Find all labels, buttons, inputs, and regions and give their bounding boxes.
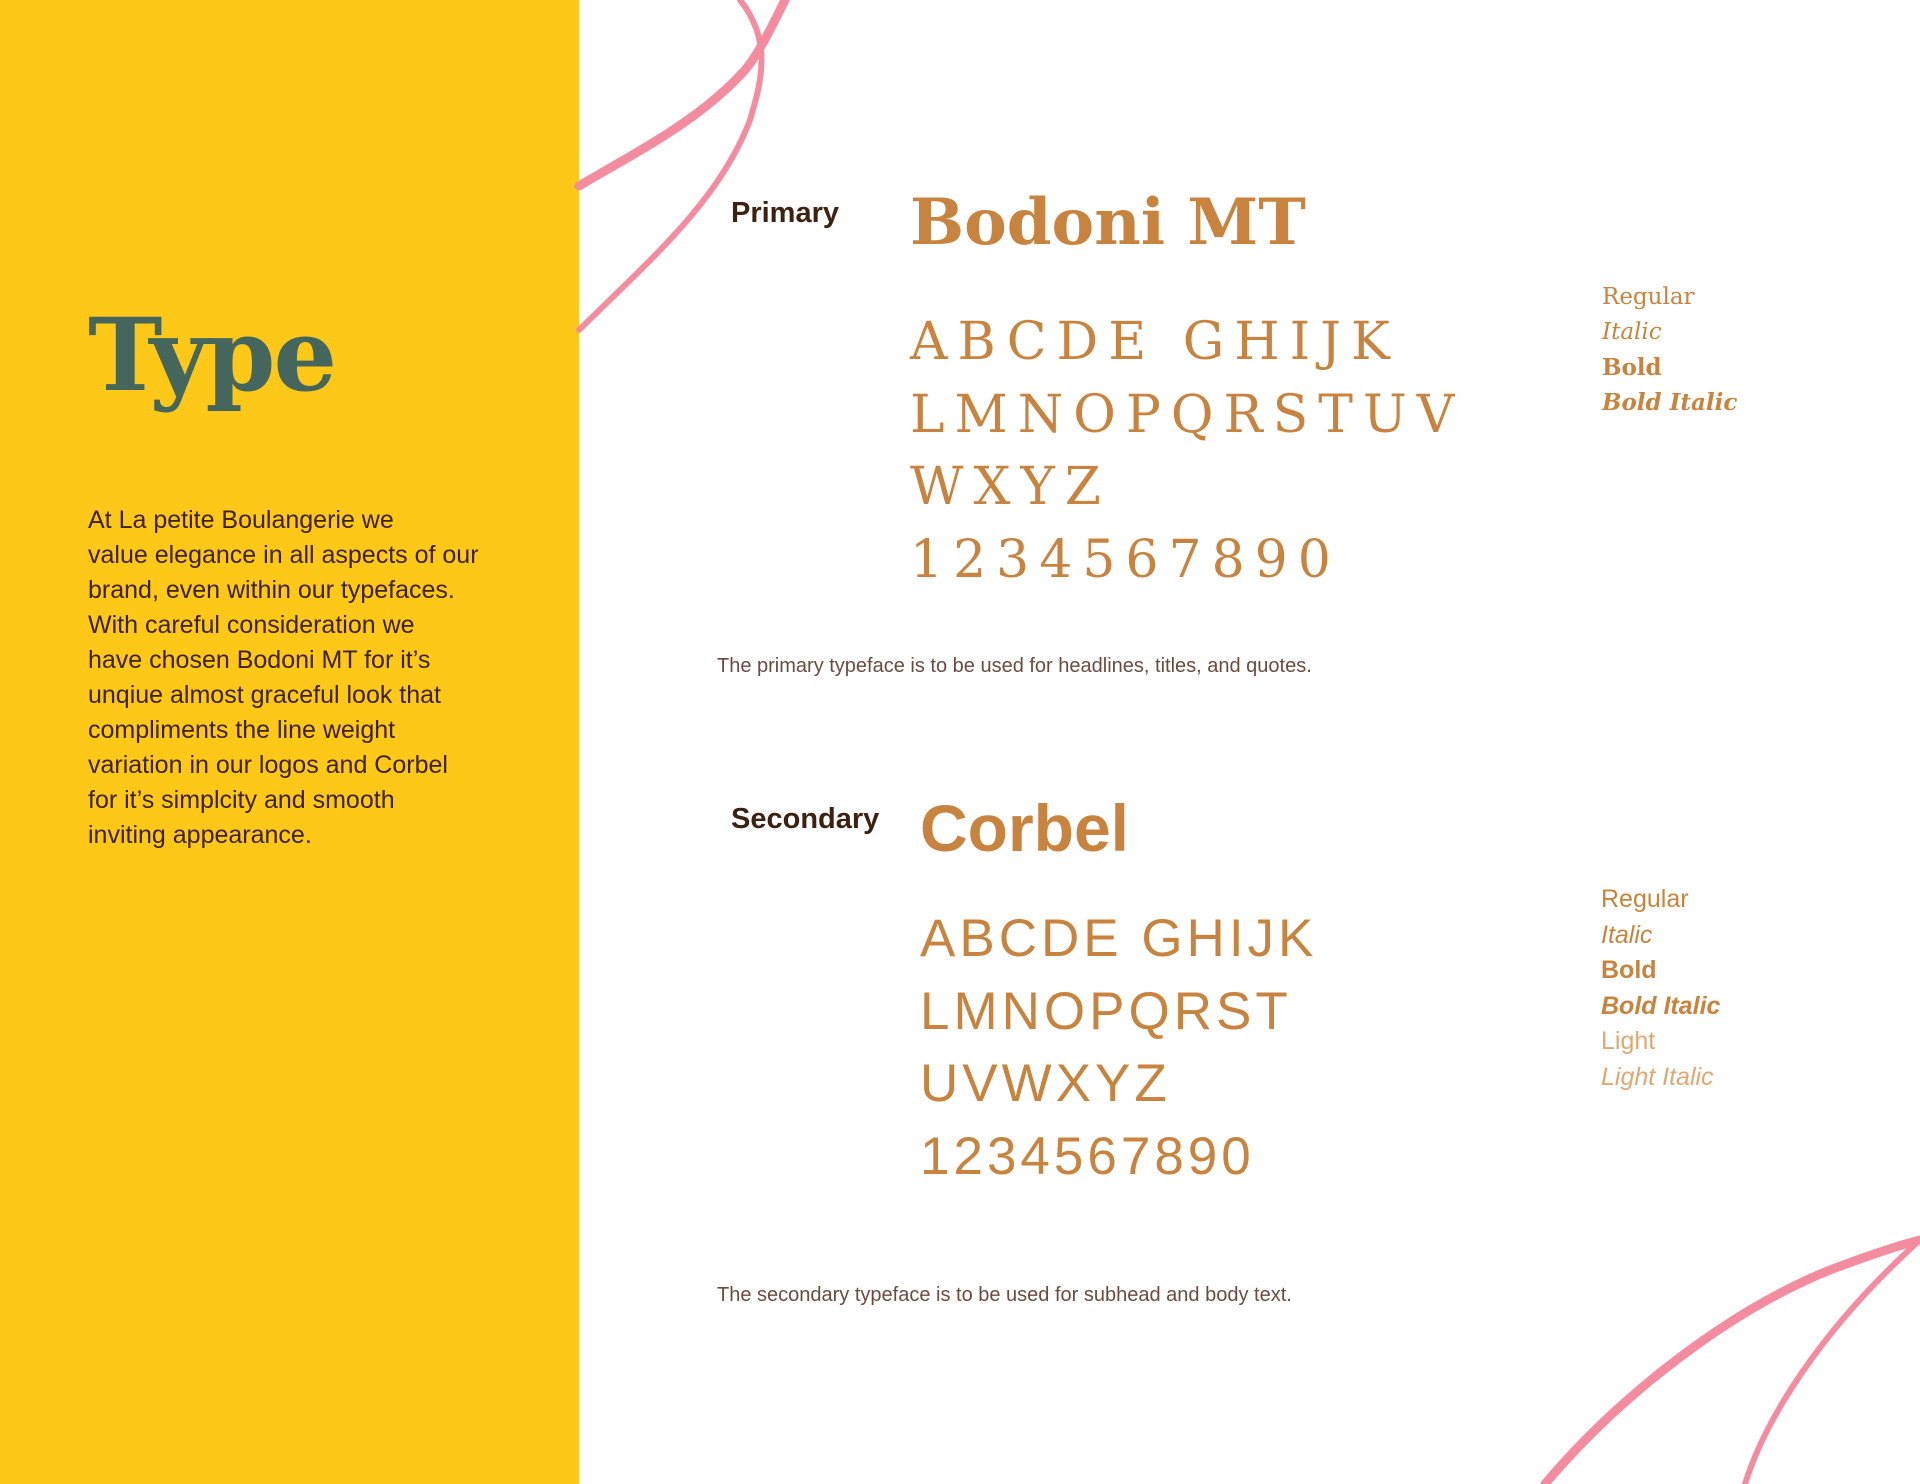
primary-style-regular: Regular	[1602, 284, 1695, 310]
secondary-glyph-line: UVWXYZ	[920, 1054, 1171, 1113]
ribbon-top-2	[579, 0, 762, 330]
secondary-style-light: Light	[1601, 1027, 1656, 1056]
secondary-glyph-specimen	[920, 903, 1317, 1193]
primary-glyph-line: ABCDE GHIJK	[910, 312, 1400, 372]
secondary-style-light-italic: Light Italic	[1601, 1062, 1714, 1091]
ribbon-top-1	[579, 0, 785, 186]
intro-paragraph: At La petite Boulangerie we value elegance in all aspects of our brand, even within our typefaces. With careful consideration we have chosen Bodoni MT for it’s unqiue almost graceful look that compliments the line weight variation in our logos and Corbel for it’s simplcity and smooth inviting appearance.	[88, 506, 479, 849]
primary-usage-note: The primary typeface is to be used for headlines, titles, and quotes.	[717, 655, 1312, 677]
primary-style-bold-italic: Bold Italic	[1602, 389, 1738, 416]
ribbon-bottom-2	[1745, 1240, 1920, 1484]
primary-font-name: Bodoni MT	[910, 185, 1306, 260]
primary-style-bold: Bold	[1602, 354, 1662, 381]
secondary-label: Secondary	[731, 803, 880, 835]
secondary-styles-list	[1601, 882, 1720, 1096]
primary-style-italic: Italic	[1602, 319, 1662, 345]
primary-glyph-line: 1234567890	[910, 529, 1341, 590]
secondary-glyph-line: ABCDE GHIJK	[920, 909, 1318, 968]
sidebar-panel	[0, 0, 579, 1484]
secondary-font-name: Corbel	[920, 791, 1130, 865]
primary-glyph-specimen	[910, 306, 1464, 596]
secondary-style-italic: Italic	[1601, 920, 1653, 949]
secondary-glyph-line: LMNOPQRST	[920, 981, 1292, 1041]
ribbon-bottom-1	[1545, 1240, 1920, 1484]
primary-glyph-line: WXYZ	[910, 457, 1111, 517]
secondary-style-bold-italic: Bold Italic	[1601, 991, 1721, 1020]
primary-glyph-line: LMNOPQRSTUV	[910, 384, 1465, 445]
secondary-usage-note: The secondary typeface is to be used for subhead and body text.	[717, 1284, 1292, 1306]
secondary-style-bold: Bold	[1601, 956, 1657, 985]
primary-label: Primary	[731, 197, 840, 229]
secondary-glyph-line: 1234567890	[920, 1126, 1255, 1186]
secondary-style-regular: Regular	[1601, 885, 1689, 913]
primary-styles-list	[1602, 280, 1737, 420]
page-title: Type	[88, 296, 336, 414]
